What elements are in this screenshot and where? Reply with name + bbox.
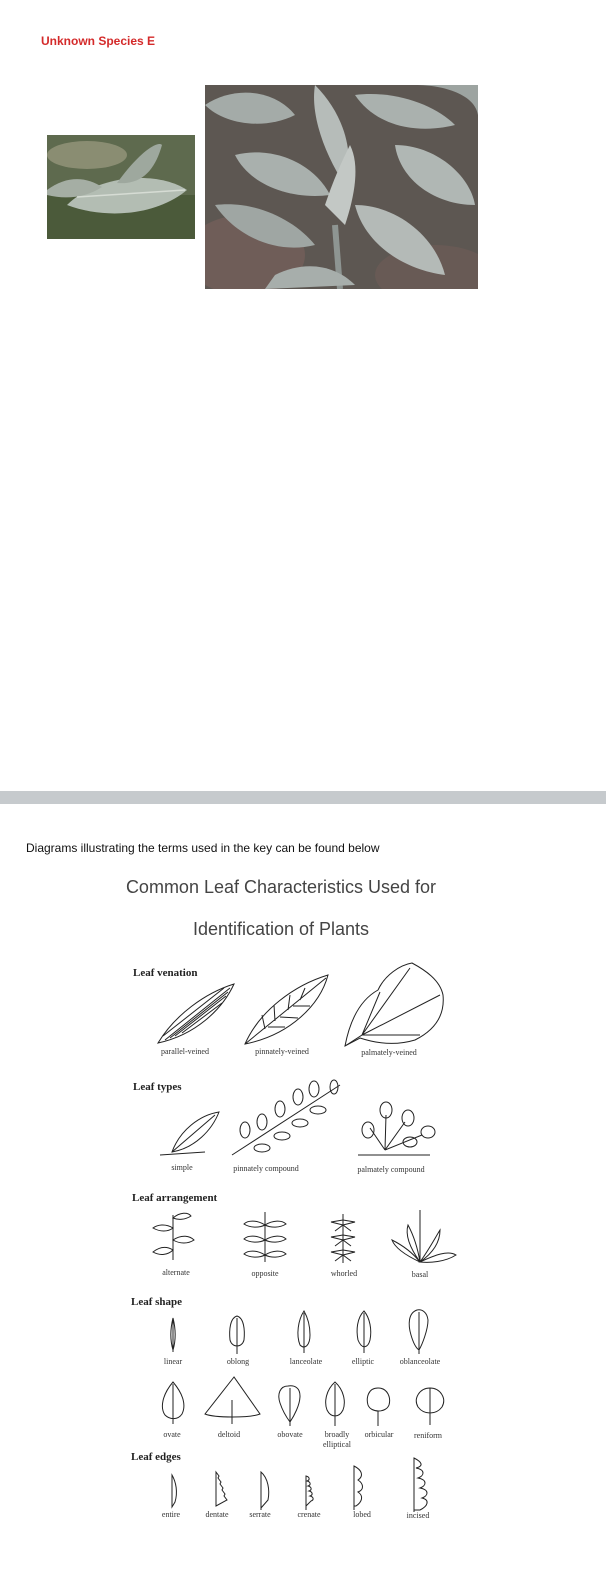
dentate-edge-drawing xyxy=(216,1472,227,1506)
label-pinnately-compound: pinnately compound xyxy=(233,1164,299,1173)
label-reniform: reniform xyxy=(414,1431,442,1440)
section-title-edges: Leaf edges xyxy=(131,1451,181,1463)
serrate-edge-drawing xyxy=(261,1472,269,1510)
orbicular-shape-drawing xyxy=(367,1388,389,1426)
label-incised: incised xyxy=(406,1511,430,1520)
broadly-elliptical-shape-drawing xyxy=(326,1382,345,1426)
label-obovate: obovate xyxy=(277,1430,303,1439)
alternate-arrangement-drawing xyxy=(153,1213,194,1260)
parallel-veined-leaf-drawing xyxy=(158,984,234,1043)
entire-edge-drawing xyxy=(172,1475,176,1507)
section-title-types: Leaf types xyxy=(133,1081,182,1093)
palmately-veined-leaf-drawing xyxy=(345,963,443,1046)
basal-arrangement-drawing xyxy=(392,1210,456,1262)
lobed-edge-drawing xyxy=(354,1466,363,1510)
deltoid-shape-drawing xyxy=(205,1377,260,1424)
label-dentate: dentate xyxy=(205,1510,229,1519)
pinnately-veined-leaf-drawing xyxy=(245,975,328,1044)
label-whorled: whorled xyxy=(330,1269,358,1278)
label-palmately-veined: palmately-veined xyxy=(361,1048,417,1057)
label-deltoid: deltoid xyxy=(217,1430,241,1439)
opposite-arrangement-drawing xyxy=(244,1212,286,1262)
section-title-arrangement: Leaf arrangement xyxy=(132,1192,218,1204)
ovate-shape-drawing xyxy=(162,1382,183,1424)
label-palmately-compound: palmately compound xyxy=(357,1165,425,1174)
label-crenate: crenate xyxy=(297,1510,321,1519)
palmately-compound-leaf-drawing xyxy=(358,1102,435,1155)
label-elliptic: elliptic xyxy=(351,1357,375,1366)
oblong-shape-drawing xyxy=(230,1316,245,1354)
label-broadly-elliptical: broadly elliptical xyxy=(323,1430,351,1449)
label-simple: simple xyxy=(171,1163,193,1172)
incised-edge-drawing xyxy=(414,1458,427,1512)
label-lobed: lobed xyxy=(353,1510,371,1519)
simple-leaf-drawing xyxy=(160,1112,219,1155)
diagram-title-line2: Identification of Plants xyxy=(192,919,370,939)
pinnately-compound-leaf-drawing xyxy=(232,1080,340,1155)
label-pinnately-veined: pinnately-veined xyxy=(255,1047,309,1056)
label-lanceolate: lanceolate xyxy=(289,1357,323,1366)
elliptic-shape-drawing xyxy=(357,1311,371,1353)
reniform-shape-drawing xyxy=(416,1388,443,1425)
linear-shape-drawing xyxy=(171,1318,176,1352)
whorled-arrangement-drawing xyxy=(331,1214,355,1263)
species-title: Unknown Species E xyxy=(41,34,156,48)
label-oblong: oblong xyxy=(226,1357,250,1366)
label-serrate: serrate xyxy=(249,1510,271,1519)
section-title-venation: Leaf venation xyxy=(133,967,198,979)
crenate-edge-drawing xyxy=(306,1476,313,1510)
intro-text: Diagrams illustrating the terms used in the key can be found below xyxy=(26,841,380,855)
label-entire: entire xyxy=(161,1510,181,1519)
label-ovate: ovate xyxy=(163,1430,181,1439)
label-parallel-veined: parallel-veined xyxy=(161,1047,209,1056)
label-basal: basal xyxy=(411,1270,429,1279)
label-alternate: alternate xyxy=(162,1268,190,1277)
label-orbicular: orbicular xyxy=(364,1430,394,1439)
section-title-shape: Leaf shape xyxy=(131,1296,183,1308)
lanceolate-shape-drawing xyxy=(298,1311,310,1353)
label-opposite: opposite xyxy=(251,1269,279,1278)
label-oblanceolate: oblanceolate xyxy=(399,1357,441,1366)
obovate-shape-drawing xyxy=(279,1386,300,1426)
diagram-title-line1: Common Leaf Characteristics Used for xyxy=(125,877,437,897)
oblanceolate-shape-drawing xyxy=(409,1310,428,1354)
label-linear: linear xyxy=(163,1357,183,1366)
